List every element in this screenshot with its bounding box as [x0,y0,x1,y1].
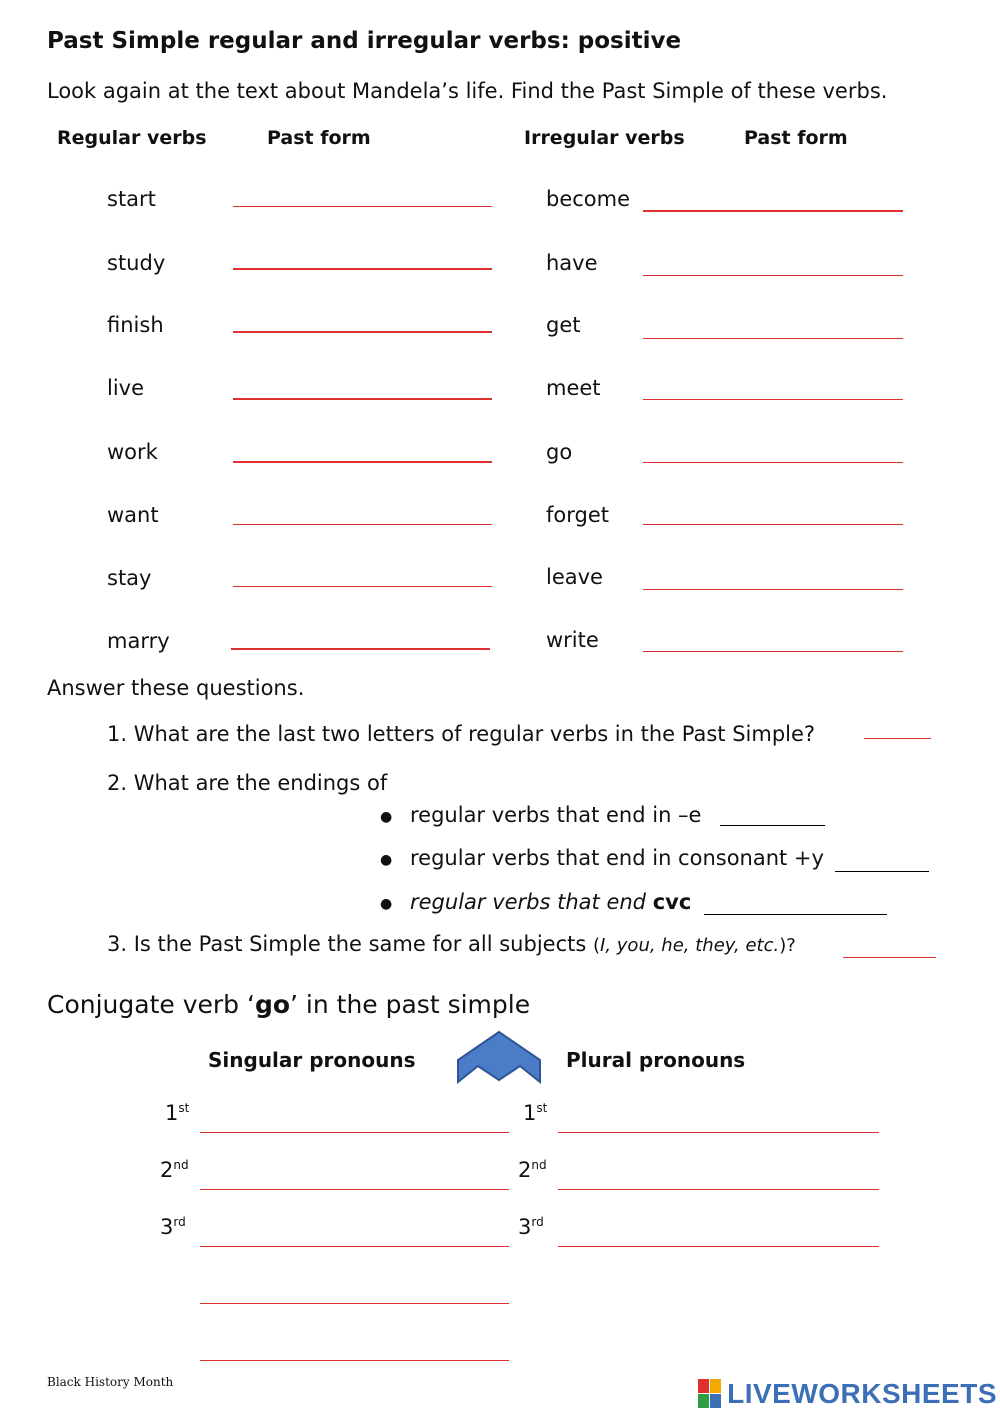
regular-verb: start [107,187,156,211]
cvc-term: cvc [652,890,692,914]
regular-verb: stay [107,566,152,590]
conjugate-verb: go [254,990,291,1019]
ordinal-number: 1 [165,1101,179,1125]
bullet-icon: ● [380,852,393,868]
regular-answer-line[interactable] [231,648,490,650]
regular-verb: study [107,251,166,275]
irregular-verb: leave [546,565,603,589]
question-1-answer-line[interactable] [864,738,931,739]
irregular-answer-line[interactable] [643,399,903,400]
irregular-verb: write [546,628,599,652]
footer-text: Black History Month [47,1375,174,1389]
bullet-icon: ● [380,809,393,825]
question-2-bullet [410,890,691,914]
regular-verb: work [107,440,158,464]
question-2-bullet: regular verbs that end in –e [410,803,702,827]
conjugate-heading [47,990,530,1019]
bullet-text: regular verbs that end [410,890,647,914]
regular-answer-line[interactable] [233,206,492,207]
question-2b-answer-line[interactable] [835,871,929,872]
irregular-answer-line[interactable] [643,210,903,212]
liveworksheets-wordmark: LIVEWORKSHEETS [727,1378,998,1409]
question-3-text: 3. Is the Past Simple the same for all subjects [107,932,587,956]
question-2a-answer-line[interactable] [720,825,825,826]
question-2-bullet: regular verbs that end in consonant +y [410,846,824,870]
plural-answer-line[interactable] [558,1132,879,1133]
ordinal-suffix: nd [531,1158,547,1172]
double-arrow-icon [456,1030,542,1084]
question-1: 1. What are the last two letters of regular verbs in the Past Simple? [107,722,816,746]
ordinal-number: 1 [523,1101,537,1125]
ordinal-plural-1 [523,1101,547,1125]
header-regular-verbs: Regular verbs [57,127,207,149]
conjugate-prefix: Conjugate verb ‘ [47,990,255,1019]
irregular-answer-line[interactable] [643,275,903,276]
page-title: Past Simple regular and irregular verbs: positive [47,28,682,54]
singular-pronouns-header: Singular pronouns [208,1048,416,1072]
header-regular-past-form: Past form [267,127,371,149]
irregular-answer-line[interactable] [643,524,903,525]
liveworksheets-brand [698,1378,997,1410]
conjugate-suffix: ’ in the past simple [290,990,531,1019]
irregular-verb: go [546,440,573,464]
irregular-verb: forget [546,503,609,527]
subjects-list: I, you, he, they, etc. [600,935,780,956]
paren-open: ( [593,935,601,956]
plural-answer-line[interactable] [558,1189,879,1190]
irregular-answer-line[interactable] [643,338,903,339]
irregular-verb: have [546,251,598,275]
header-irregular-verbs: Irregular verbs [524,127,685,149]
regular-verb: marry [107,629,170,653]
header-irregular-past-form: Past form [744,127,848,149]
ordinal-suffix: st [178,1101,190,1115]
ordinal-singular-3 [160,1215,186,1239]
ordinal-suffix: st [536,1101,548,1115]
question-3 [107,932,796,956]
regular-answer-line[interactable] [233,331,492,333]
regular-answer-line[interactable] [233,524,492,525]
instruction-text: Look again at the text about Mandela’s life. Find the Past Simple of these verbs. [47,79,888,103]
singular-answer-line[interactable] [200,1132,509,1133]
plural-answer-line[interactable] [558,1246,879,1247]
answer-intro: Answer these questions. [47,676,305,700]
regular-verb: want [107,503,159,527]
ordinal-singular-2 [160,1158,189,1182]
question-2c-answer-line[interactable] [704,914,887,915]
irregular-answer-line[interactable] [643,589,903,590]
singular-answer-line[interactable] [200,1360,509,1361]
ordinal-plural-3 [518,1215,544,1239]
ordinal-number: 2 [518,1158,532,1182]
regular-answer-line[interactable] [233,586,492,587]
irregular-verb: meet [546,376,601,400]
regular-answer-line[interactable] [233,398,492,400]
arrow-shape [458,1032,540,1082]
regular-answer-line[interactable] [233,268,492,270]
ordinal-number: 3 [518,1215,532,1239]
ordinal-number: 2 [160,1158,174,1182]
ordinal-number: 3 [160,1215,174,1239]
plural-pronouns-header: Plural pronouns [566,1048,746,1072]
irregular-answer-line[interactable] [643,462,903,463]
regular-verb: live [107,376,145,400]
singular-answer-line[interactable] [200,1246,509,1247]
ordinal-plural-2 [518,1158,547,1182]
liveworksheets-logo-icon [698,1379,722,1409]
paren-close: )? [779,935,796,956]
regular-answer-line[interactable] [233,461,492,463]
question-2: 2. What are the endings of [107,771,388,795]
singular-answer-line[interactable] [200,1303,509,1304]
ordinal-suffix: nd [173,1158,189,1172]
regular-verb: finish [107,313,164,337]
ordinal-singular-1 [165,1101,189,1125]
bullet-icon: ● [380,896,393,912]
singular-answer-line[interactable] [200,1189,509,1190]
irregular-verb: get [546,313,581,337]
irregular-verb: become [546,187,631,211]
question-3-answer-line[interactable] [843,957,936,958]
ordinal-suffix: rd [173,1215,186,1229]
irregular-answer-line[interactable] [643,651,903,652]
ordinal-suffix: rd [531,1215,544,1229]
